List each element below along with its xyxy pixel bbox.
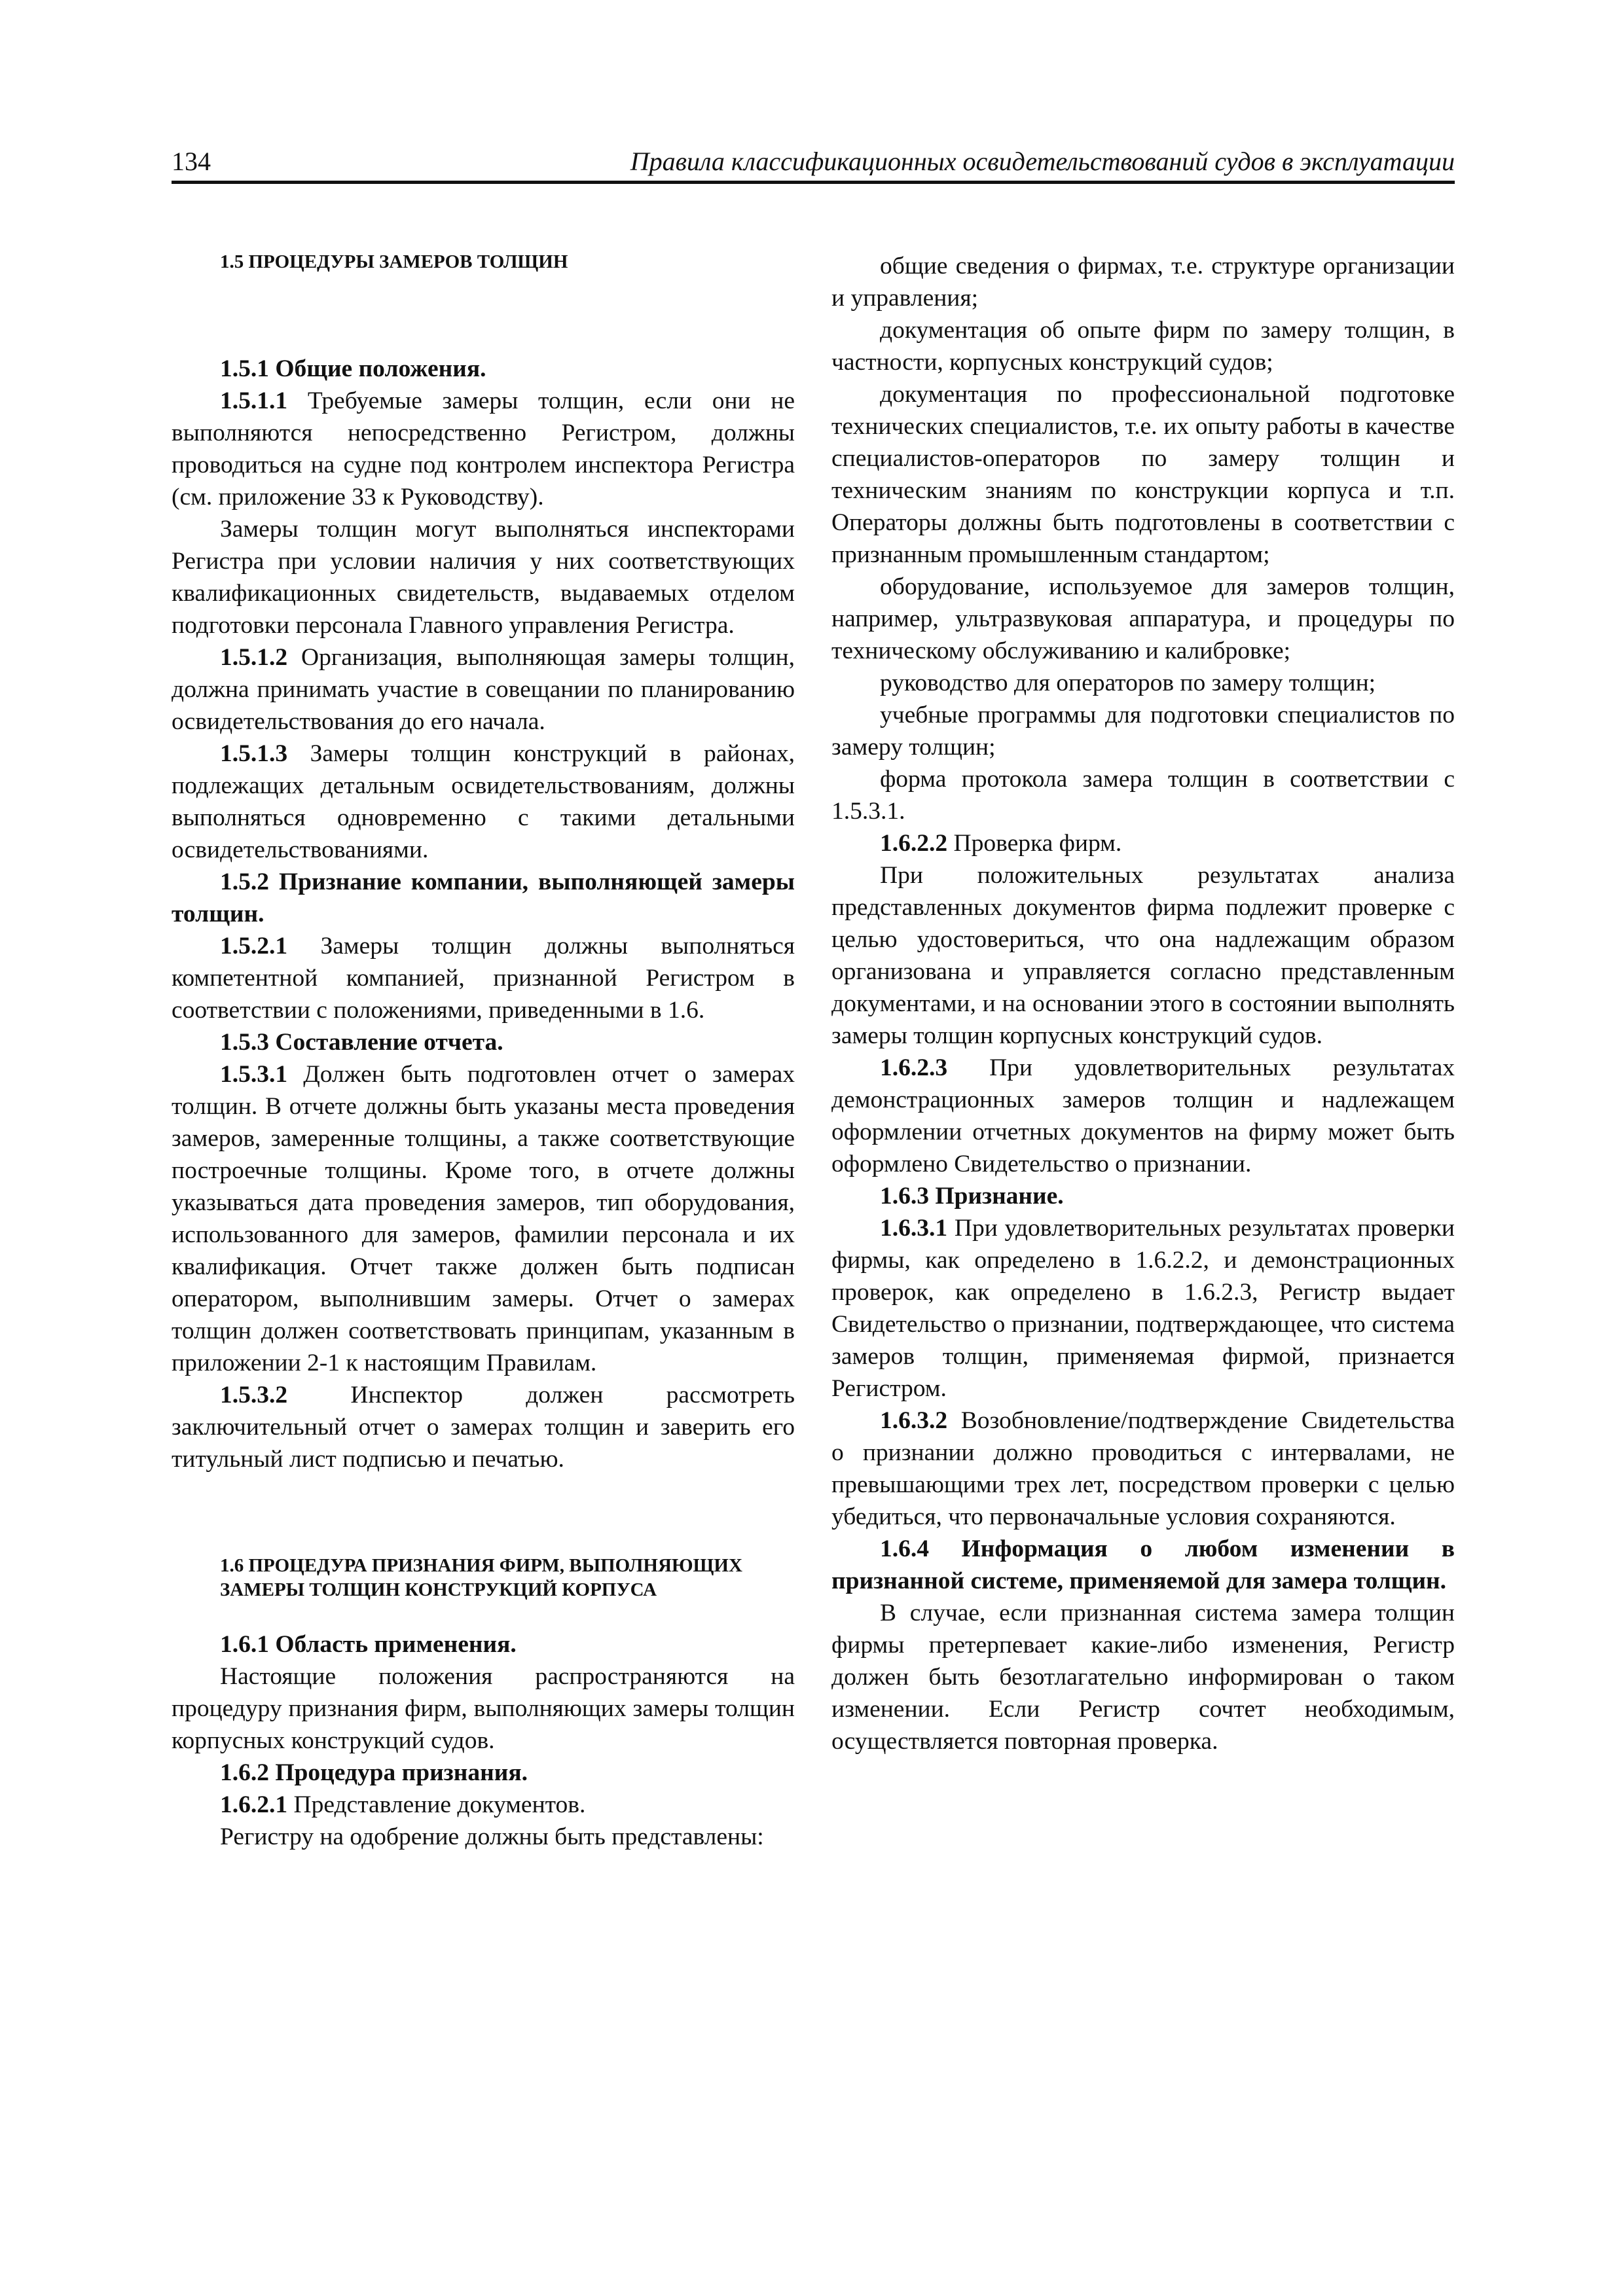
list-item: документация об опыте фирм по замеру толщин, в частности, корпусных конструкций судов; xyxy=(831,317,1455,376)
paragraph-1-5-1-1 xyxy=(172,385,795,513)
clause-number: 1.6.3.1 xyxy=(880,1215,948,1242)
clause-number: 1.5.1.3 xyxy=(220,740,288,767)
paragraph-text: Замеры толщин конструкций в районах, подлежащих детальным освидетельствованиям, должны выполняться одновременно с такими детальными освидетельствованиями. xyxy=(172,740,795,863)
paragraph-text: Замеры толщин должны выполняться компетентной компанией, признанной Регистром в соответствии с положениями, приведенными в 1.6. xyxy=(172,933,795,1024)
page-header xyxy=(172,145,1455,184)
heading-1-5-3: 1.5.3 Составление отчета. xyxy=(220,1029,503,1056)
paragraph-1-6-2-3 xyxy=(831,1052,1455,1180)
paragraph-text: При удовлетворительных результатах проверки фирмы, как определено в 1.6.2.2, и демонстрационных проверок, как определено в 1.6.2.3, Регистр выдает Свидетельство о признании, подтверждающее, что система замеров толщин, применяемая фирмой, признается Регистром. xyxy=(831,1215,1455,1402)
running-title: Правила классификационных освидетельствований судов в эксплуатации xyxy=(630,147,1455,176)
paragraph-text: При удовлетворительных результатах демонстрационных замеров толщин и надлежащем оформлении отчетных документов на фирму может быть оформлено Свидетельство о признании. xyxy=(831,1054,1455,1177)
clause-number: 1.6.2.3 xyxy=(880,1054,948,1081)
page-number: 134 xyxy=(172,147,211,176)
paragraph-1-6-1: Настоящие положения распространяются на процедуру признания фирм, выполняющих замеры толщин корпусных конструкций судов. xyxy=(172,1663,795,1754)
clause-number: 1.5.1.2 xyxy=(220,644,288,671)
paragraph-1-5-3-2 xyxy=(172,1379,795,1475)
heading-1-6-2: 1.6.2 Процедура признания. xyxy=(220,1759,528,1786)
section-1-6-title-line2: ЗАМЕРЫ ТОЛЩИН КОНСТРУКЦИЙ КОРПУСА xyxy=(220,1579,657,1600)
clause-number: 1.6.2.1 xyxy=(220,1791,288,1818)
clause-number: 1.6.3.2 xyxy=(880,1407,948,1434)
clause-number: 1.5.3.2 xyxy=(220,1382,288,1408)
paragraph-text: Возобновление/подтверждение Свидетельства о признании должно проводиться с интервалами, не превышающими трех лет, посредством проверки с целью убедиться, что первоначальные условия сохраняются. xyxy=(831,1407,1455,1530)
clause-number: 1.6.2.2 xyxy=(880,830,948,857)
paragraph-1-6-3-1 xyxy=(831,1212,1455,1405)
paragraph-text: Представление документов. xyxy=(293,1791,586,1818)
heading-1-6-1: 1.6.1 Область применения. xyxy=(220,1631,517,1658)
paragraph-1-5-1-2 xyxy=(172,641,795,738)
section-1-6-title-line1: 1.6 ПРОЦЕДУРА ПРИЗНАНИЯ ФИРМ, ВЫПОЛНЯЮЩИХ xyxy=(220,1555,742,1576)
paragraph-text: Проверка фирм. xyxy=(953,830,1122,857)
clause-number: 1.5.2.1 xyxy=(220,933,288,960)
list-item: форма протокола замера толщин в соответствии с 1.5.3.1. xyxy=(831,766,1455,825)
section-1-5-title: 1.5 ПРОЦЕДУРЫ ЗАМЕРОВ ТОЛЩИН xyxy=(220,251,568,272)
paragraph-1-6-2-1-cont: Регистру на одобрение должны быть представлены: xyxy=(220,1823,764,1850)
paragraph-1-5-1-3 xyxy=(172,738,795,866)
list-item: документация по профессиональной подготовке технических специалистов, т.е. их опыту работы в качестве специалистов-операторов по замеру толщин и техническим знаниям по конструкции корпуса и т.п. Операторы должны быть подготовлены в соответствии с признанным промышленным стандартом; xyxy=(831,381,1455,568)
paragraph-text: Инспектор должен рассмотреть заключительный отчет о замерах толщин и заверить его титульный лист подписью и печатью. xyxy=(172,1382,795,1473)
list-item: руководство для операторов по замеру толщин; xyxy=(880,670,1376,696)
list-item: оборудование, используемое для замеров толщин, например, ультразвуковая аппаратура, и процедуры по техническому обслуживанию и калибровке; xyxy=(831,573,1455,664)
clause-number: 1.5.1.1 xyxy=(220,387,288,414)
list-item: общие сведения о фирмах, т.е. структуре организации и управления; xyxy=(831,253,1455,312)
left-column xyxy=(172,250,795,1853)
paragraph-1-6-2-1 xyxy=(172,1789,795,1821)
paragraph-text: Организация, выполняющая замеры толщин, должна принимать участие в совещании по планированию освидетельствования до его начала. xyxy=(172,644,795,735)
paragraph-1-5-3-1 xyxy=(172,1058,795,1379)
paragraph-text: Требуемые замеры толщин, если они не выполняются непосредственно Регистром, должны проводиться на судне под контролем инспектора Регистра (см. приложение 33 к Руководству). xyxy=(172,387,795,511)
heading-1-5-2: 1.5.2 Признание компании, выполняющей замеры толщин. xyxy=(172,869,795,927)
heading-1-5-1: 1.5.1 Общие положения. xyxy=(220,355,486,382)
paragraph-1-5-1-1-cont: Замеры толщин могут выполняться инспекторами Регистра при условии наличия у них соответствующих квалификационных свидетельств, выдаваемых отделом подготовки персонала Главного управления Регистра. xyxy=(172,516,795,639)
paragraph-1-5-2-1 xyxy=(172,930,795,1026)
paragraph-1-6-3-2 xyxy=(831,1405,1455,1533)
list-item: учебные программы для подготовки специалистов по замеру толщин; xyxy=(831,702,1455,761)
paragraph-text: Должен быть подготовлен отчет о замерах толщин. В отчете должны быть указаны места проведения замеров, замеренные толщины, а также соответствующие построечные толщины. Кроме того, в отчете должны указываться дата проведения замеров, тип оборудования, использованного для замеров, фамилии персонала и их квалификация. Отчет также должен быть подписан оператором, выполнившим замеры. Отчет о замерах толщин должен соответствовать принципам, указанным в приложении 2-1 к настоящим Правилам. xyxy=(172,1061,795,1376)
paragraph-1-6-2-2 xyxy=(831,827,1455,859)
heading-1-6-3: 1.6.3 Признание. xyxy=(880,1183,1064,1210)
paragraph-1-6-4: В случае, если признанная система замера толщин фирмы претерпевает какие-либо изменения, Регистр должен быть безотлагательно информирован о таком изменении. Если Регистр сочтет необходимым, осуществляется повторная проверка. xyxy=(831,1600,1455,1755)
heading-1-6-4: 1.6.4 Информация о любом изменении в признанной системе, применяемой для замера толщин. xyxy=(831,1535,1455,1594)
paragraph-1-6-2-2-cont: При положительных результатах анализа представленных документов фирма подлежит проверке с целью удостовериться, что она надлежащим образом организована и управляется согласно представленным документами, и на основании этого в состоянии выполнять замеры толщин корпусных конструкций судов. xyxy=(831,862,1455,1049)
clause-number: 1.5.3.1 xyxy=(220,1061,288,1088)
right-column xyxy=(831,250,1455,1757)
